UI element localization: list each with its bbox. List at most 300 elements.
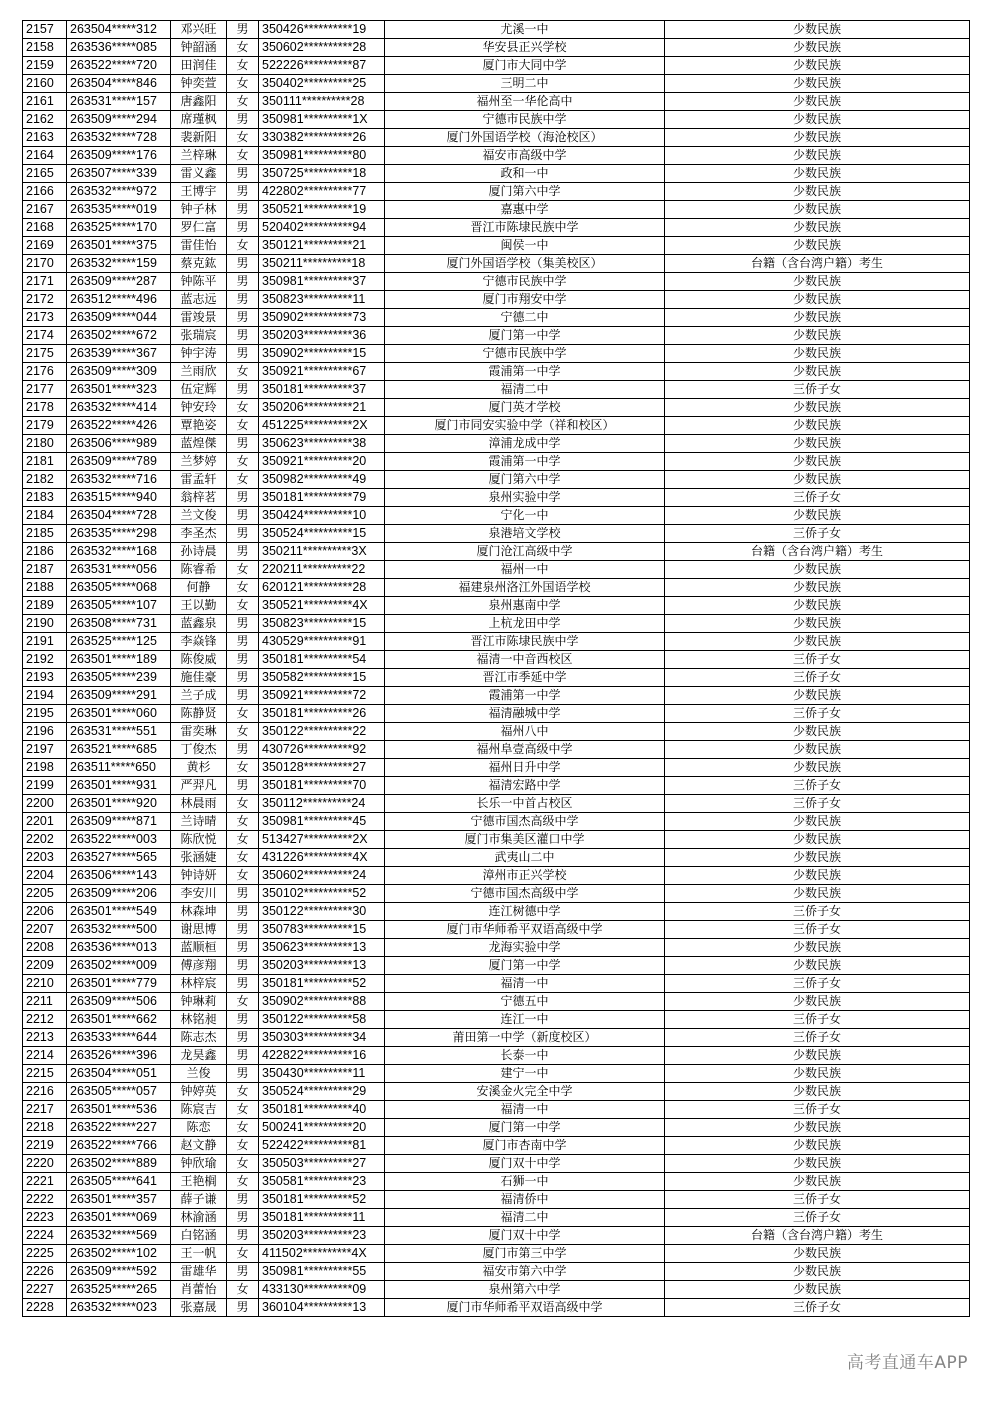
student-name-cell: 谢思博: [171, 921, 227, 939]
exam-number-cell: 263532*****168: [67, 543, 171, 561]
table-row: [23, 1155, 970, 1173]
student-name-cell: 林晨雨: [171, 795, 227, 813]
category-cell: 少数民族: [665, 399, 970, 417]
student-name-cell: 李焱锋: [171, 633, 227, 651]
gender-cell: 女: [227, 867, 259, 885]
category-cell: 少数民族: [665, 165, 970, 183]
row-number-cell: 2166: [23, 183, 67, 201]
exam-number-cell: 263531*****551: [67, 723, 171, 741]
student-name-cell: 唐鑫阳: [171, 93, 227, 111]
gender-cell: 男: [227, 615, 259, 633]
table-row: [23, 651, 970, 669]
gender-cell: 女: [227, 759, 259, 777]
exam-number-cell: 263525*****170: [67, 219, 171, 237]
category-cell: 少数民族: [665, 507, 970, 525]
row-number-cell: 2178: [23, 399, 67, 417]
row-number-cell: 2175: [23, 345, 67, 363]
exam-number-cell: 263532*****569: [67, 1227, 171, 1245]
id-number-cell: 350921**********67: [259, 363, 385, 381]
school-name-cell: 嘉惠中学: [385, 201, 665, 219]
school-name-cell: 福州日升中学: [385, 759, 665, 777]
school-name-cell: 厦门外国语学校（海沧校区）: [385, 129, 665, 147]
exam-number-cell: 263505*****641: [67, 1173, 171, 1191]
student-name-cell: 雷佳怡: [171, 237, 227, 255]
school-name-cell: 厦门沧江高级中学: [385, 543, 665, 561]
table-row: [23, 543, 970, 561]
table-row: [23, 687, 970, 705]
exam-number-cell: 263502*****672: [67, 327, 171, 345]
school-name-cell: 福清一中: [385, 1101, 665, 1119]
gender-cell: 男: [227, 489, 259, 507]
gender-cell: 男: [227, 1299, 259, 1317]
id-number-cell: 330382**********26: [259, 129, 385, 147]
student-name-cell: 钟欣瑜: [171, 1155, 227, 1173]
school-name-cell: 厦门第一中学: [385, 1119, 665, 1137]
gender-cell: 女: [227, 93, 259, 111]
table-row: [23, 507, 970, 525]
row-number-cell: 2177: [23, 381, 67, 399]
category-cell: 少数民族: [665, 759, 970, 777]
row-number-cell: 2215: [23, 1065, 67, 1083]
table-row: [23, 39, 970, 57]
table-row: [23, 1011, 970, 1029]
student-name-cell: 钟奕萱: [171, 75, 227, 93]
gender-cell: 男: [227, 633, 259, 651]
category-cell: 少数民族: [665, 111, 970, 129]
category-cell: 少数民族: [665, 1083, 970, 1101]
gender-cell: 女: [227, 597, 259, 615]
row-number-cell: 2194: [23, 687, 67, 705]
gender-cell: 男: [227, 543, 259, 561]
gender-cell: 男: [227, 1209, 259, 1227]
row-number-cell: 2192: [23, 651, 67, 669]
school-name-cell: 厦门市同安实验中学（祥和校区）: [385, 417, 665, 435]
gender-cell: 男: [227, 1065, 259, 1083]
student-name-cell: 丁俊杰: [171, 741, 227, 759]
row-number-cell: 2162: [23, 111, 67, 129]
id-number-cell: 350181**********79: [259, 489, 385, 507]
id-number-cell: 350206**********21: [259, 399, 385, 417]
category-cell: 三侨子女: [665, 1299, 970, 1317]
gender-cell: 男: [227, 345, 259, 363]
school-name-cell: 厦门第一中学: [385, 957, 665, 975]
exam-number-cell: 263535*****298: [67, 525, 171, 543]
exam-number-cell: 263509*****291: [67, 687, 171, 705]
student-name-cell: 钟子林: [171, 201, 227, 219]
exam-number-cell: 263509*****044: [67, 309, 171, 327]
school-name-cell: 宁德市国杰高级中学: [385, 885, 665, 903]
row-number-cell: 2167: [23, 201, 67, 219]
category-cell: 三侨子女: [665, 669, 970, 687]
id-number-cell: 513427**********2X: [259, 831, 385, 849]
category-cell: 少数民族: [665, 1155, 970, 1173]
student-name-cell: 李安川: [171, 885, 227, 903]
student-name-cell: 何静: [171, 579, 227, 597]
exam-number-cell: 263506*****143: [67, 867, 171, 885]
row-number-cell: 2199: [23, 777, 67, 795]
gender-cell: 男: [227, 957, 259, 975]
category-cell: 少数民族: [665, 867, 970, 885]
gender-cell: 女: [227, 417, 259, 435]
gender-cell: 女: [227, 993, 259, 1011]
student-name-cell: 林森坤: [171, 903, 227, 921]
gender-cell: 男: [227, 273, 259, 291]
id-number-cell: 350426**********19: [259, 21, 385, 39]
row-number-cell: 2226: [23, 1263, 67, 1281]
exam-number-cell: 263501*****779: [67, 975, 171, 993]
school-name-cell: 厦门双十中学: [385, 1155, 665, 1173]
table-row: [23, 111, 970, 129]
school-name-cell: 厦门市翔安中学: [385, 291, 665, 309]
gender-cell: 女: [227, 57, 259, 75]
id-number-cell: 220211**********22: [259, 561, 385, 579]
id-number-cell: 350430**********11: [259, 1065, 385, 1083]
category-cell: 少数民族: [665, 741, 970, 759]
category-cell: 少数民族: [665, 597, 970, 615]
exam-number-cell: 263532*****500: [67, 921, 171, 939]
table-row: [23, 1209, 970, 1227]
table-row: [23, 129, 970, 147]
category-cell: 少数民族: [665, 363, 970, 381]
school-name-cell: 霞浦第一中学: [385, 453, 665, 471]
table-row: [23, 1047, 970, 1065]
category-cell: 少数民族: [665, 21, 970, 39]
id-number-cell: 620121**********28: [259, 579, 385, 597]
exam-number-cell: 263501*****662: [67, 1011, 171, 1029]
category-cell: 少数民族: [665, 237, 970, 255]
row-number-cell: 2212: [23, 1011, 67, 1029]
category-cell: 少数民族: [665, 579, 970, 597]
school-name-cell: 三明二中: [385, 75, 665, 93]
category-cell: 少数民族: [665, 453, 970, 471]
row-number-cell: 2157: [23, 21, 67, 39]
category-cell: 少数民族: [665, 1119, 970, 1137]
student-name-cell: 裴新阳: [171, 129, 227, 147]
gender-cell: 男: [227, 327, 259, 345]
student-name-cell: 蓝煌傑: [171, 435, 227, 453]
category-cell: 三侨子女: [665, 1191, 970, 1209]
student-name-cell: 陈俊威: [171, 651, 227, 669]
category-cell: 少数民族: [665, 93, 970, 111]
school-name-cell: 闽侯一中: [385, 237, 665, 255]
row-number-cell: 2211: [23, 993, 67, 1011]
id-number-cell: 350111**********28: [259, 93, 385, 111]
table-row: [23, 1191, 970, 1209]
gender-cell: 女: [227, 1173, 259, 1191]
exam-number-cell: 263509*****592: [67, 1263, 171, 1281]
row-number-cell: 2185: [23, 525, 67, 543]
table-row: [23, 201, 970, 219]
gender-cell: 男: [227, 1029, 259, 1047]
student-name-cell: 林渝涵: [171, 1209, 227, 1227]
exam-number-cell: 263509*****206: [67, 885, 171, 903]
gender-cell: 女: [227, 1155, 259, 1173]
table-row: [23, 597, 970, 615]
table-row: [23, 705, 970, 723]
gender-cell: 男: [227, 903, 259, 921]
table-row: [23, 309, 970, 327]
row-number-cell: 2202: [23, 831, 67, 849]
school-name-cell: 福州至一华伦高中: [385, 93, 665, 111]
table-row: [23, 147, 970, 165]
table-row: [23, 849, 970, 867]
exam-number-cell: 263525*****125: [67, 633, 171, 651]
student-name-cell: 陈欣悦: [171, 831, 227, 849]
row-number-cell: 2193: [23, 669, 67, 687]
row-number-cell: 2204: [23, 867, 67, 885]
school-name-cell: 福安市高级中学: [385, 147, 665, 165]
category-cell: 台籍（含台湾户籍）考生: [665, 1227, 970, 1245]
category-cell: 少数民族: [665, 327, 970, 345]
student-name-cell: 陈恋: [171, 1119, 227, 1137]
row-number-cell: 2206: [23, 903, 67, 921]
id-number-cell: 350524**********15: [259, 525, 385, 543]
exam-number-cell: 263536*****013: [67, 939, 171, 957]
exam-number-cell: 263522*****720: [67, 57, 171, 75]
school-name-cell: 泉州实验中学: [385, 489, 665, 507]
category-cell: 三侨子女: [665, 903, 970, 921]
candidate-table: [22, 20, 970, 1317]
exam-number-cell: 263501*****323: [67, 381, 171, 399]
row-number-cell: 2196: [23, 723, 67, 741]
table-row: [23, 327, 970, 345]
school-name-cell: 石狮一中: [385, 1173, 665, 1191]
table-row: [23, 939, 970, 957]
school-name-cell: 连江树德中学: [385, 903, 665, 921]
exam-number-cell: 263501*****189: [67, 651, 171, 669]
row-number-cell: 2174: [23, 327, 67, 345]
row-number-cell: 2169: [23, 237, 67, 255]
student-name-cell: 张嘉晟: [171, 1299, 227, 1317]
id-number-cell: 350122**********30: [259, 903, 385, 921]
gender-cell: 男: [227, 309, 259, 327]
category-cell: 三侨子女: [665, 921, 970, 939]
gender-cell: 女: [227, 1083, 259, 1101]
school-name-cell: 厦门市集美区灌口中学: [385, 831, 665, 849]
row-number-cell: 2186: [23, 543, 67, 561]
exam-number-cell: 263505*****107: [67, 597, 171, 615]
exam-number-cell: 263502*****009: [67, 957, 171, 975]
school-name-cell: 长泰一中: [385, 1047, 665, 1065]
school-name-cell: 福州八中: [385, 723, 665, 741]
exam-number-cell: 263507*****339: [67, 165, 171, 183]
table-row: [23, 633, 970, 651]
row-number-cell: 2179: [23, 417, 67, 435]
table-row: [23, 975, 970, 993]
gender-cell: 女: [227, 1245, 259, 1263]
exam-number-cell: 263515*****940: [67, 489, 171, 507]
gender-cell: 女: [227, 1281, 259, 1299]
category-cell: 少数民族: [665, 615, 970, 633]
id-number-cell: 350181**********52: [259, 975, 385, 993]
row-number-cell: 2187: [23, 561, 67, 579]
row-number-cell: 2201: [23, 813, 67, 831]
school-name-cell: 福清侨中: [385, 1191, 665, 1209]
id-number-cell: 422802**********77: [259, 183, 385, 201]
gender-cell: 男: [227, 777, 259, 795]
category-cell: 少数民族: [665, 1281, 970, 1299]
id-number-cell: 350921**********20: [259, 453, 385, 471]
exam-number-cell: 263504*****312: [67, 21, 171, 39]
student-name-cell: 王博宇: [171, 183, 227, 201]
category-cell: 少数民族: [665, 561, 970, 579]
student-name-cell: 兰俊: [171, 1065, 227, 1083]
id-number-cell: 360104**********13: [259, 1299, 385, 1317]
school-name-cell: 厦门双十中学: [385, 1227, 665, 1245]
table-row: [23, 345, 970, 363]
category-cell: 少数民族: [665, 39, 970, 57]
student-name-cell: 钟安玲: [171, 399, 227, 417]
id-number-cell: 350581**********23: [259, 1173, 385, 1191]
row-number-cell: 2184: [23, 507, 67, 525]
row-number-cell: 2224: [23, 1227, 67, 1245]
row-number-cell: 2222: [23, 1191, 67, 1209]
id-number-cell: 500241**********20: [259, 1119, 385, 1137]
exam-number-cell: 263501*****920: [67, 795, 171, 813]
id-number-cell: 350521**********4X: [259, 597, 385, 615]
school-name-cell: 漳州市正兴学校: [385, 867, 665, 885]
gender-cell: 男: [227, 939, 259, 957]
category-cell: 三侨子女: [665, 1011, 970, 1029]
school-name-cell: 泉州惠南中学: [385, 597, 665, 615]
table-row: [23, 219, 970, 237]
gender-cell: 女: [227, 705, 259, 723]
gender-cell: 男: [227, 1191, 259, 1209]
student-name-cell: 蓝鑫泉: [171, 615, 227, 633]
category-cell: 少数民族: [665, 75, 970, 93]
row-number-cell: 2172: [23, 291, 67, 309]
id-number-cell: 451225**********2X: [259, 417, 385, 435]
exam-number-cell: 263501*****549: [67, 903, 171, 921]
table-row: [23, 273, 970, 291]
exam-number-cell: 263509*****789: [67, 453, 171, 471]
id-number-cell: 350181**********70: [259, 777, 385, 795]
gender-cell: 女: [227, 1137, 259, 1155]
gender-cell: 男: [227, 435, 259, 453]
student-name-cell: 黄杉: [171, 759, 227, 777]
table-row: [23, 723, 970, 741]
id-number-cell: 350823**********15: [259, 615, 385, 633]
school-name-cell: 宁德市民族中学: [385, 111, 665, 129]
row-number-cell: 2223: [23, 1209, 67, 1227]
school-name-cell: 建宁一中: [385, 1065, 665, 1083]
gender-cell: 男: [227, 219, 259, 237]
gender-cell: 女: [227, 237, 259, 255]
table-row: [23, 291, 970, 309]
school-name-cell: 厦门市大同中学: [385, 57, 665, 75]
student-name-cell: 雷义鑫: [171, 165, 227, 183]
exam-number-cell: 263501*****375: [67, 237, 171, 255]
category-cell: 台籍（含台湾户籍）考生: [665, 255, 970, 273]
row-number-cell: 2165: [23, 165, 67, 183]
category-cell: 少数民族: [665, 1065, 970, 1083]
exam-number-cell: 263504*****846: [67, 75, 171, 93]
student-name-cell: 田润佳: [171, 57, 227, 75]
table-row: [23, 1299, 970, 1317]
exam-number-cell: 263509*****871: [67, 813, 171, 831]
school-name-cell: 宁德五中: [385, 993, 665, 1011]
id-number-cell: 350981**********45: [259, 813, 385, 831]
exam-number-cell: 263531*****157: [67, 93, 171, 111]
row-number-cell: 2181: [23, 453, 67, 471]
id-number-cell: 350981**********37: [259, 273, 385, 291]
gender-cell: 男: [227, 669, 259, 687]
table-row: [23, 759, 970, 777]
category-cell: 少数民族: [665, 957, 970, 975]
school-name-cell: 厦门第六中学: [385, 471, 665, 489]
student-name-cell: 林梓宸: [171, 975, 227, 993]
id-number-cell: 350823**********11: [259, 291, 385, 309]
id-number-cell: 350122**********58: [259, 1011, 385, 1029]
student-name-cell: 兰诗晴: [171, 813, 227, 831]
id-number-cell: 350121**********21: [259, 237, 385, 255]
id-number-cell: 350402**********25: [259, 75, 385, 93]
table-row: [23, 57, 970, 75]
table-row: [23, 561, 970, 579]
row-number-cell: 2161: [23, 93, 67, 111]
id-number-cell: 350203**********13: [259, 957, 385, 975]
category-cell: 少数民族: [665, 147, 970, 165]
gender-cell: 男: [227, 651, 259, 669]
student-name-cell: 伍定辉: [171, 381, 227, 399]
school-name-cell: 漳浦龙成中学: [385, 435, 665, 453]
gender-cell: 男: [227, 687, 259, 705]
category-cell: 少数民族: [665, 183, 970, 201]
id-number-cell: 430726**********92: [259, 741, 385, 759]
id-number-cell: 350902**********88: [259, 993, 385, 1011]
row-number-cell: 2182: [23, 471, 67, 489]
exam-number-cell: 263532*****972: [67, 183, 171, 201]
gender-cell: 女: [227, 399, 259, 417]
id-number-cell: 350524**********29: [259, 1083, 385, 1101]
table-row: [23, 579, 970, 597]
category-cell: 少数民族: [665, 813, 970, 831]
row-number-cell: 2214: [23, 1047, 67, 1065]
category-cell: 少数民族: [665, 1173, 970, 1191]
gender-cell: 男: [227, 21, 259, 39]
id-number-cell: 350582**********15: [259, 669, 385, 687]
category-cell: 三侨子女: [665, 651, 970, 669]
student-name-cell: 龙昊鑫: [171, 1047, 227, 1065]
row-number-cell: 2220: [23, 1155, 67, 1173]
table-row: [23, 1227, 970, 1245]
id-number-cell: 350181**********37: [259, 381, 385, 399]
student-name-cell: 严羿凡: [171, 777, 227, 795]
gender-cell: 男: [227, 1011, 259, 1029]
id-number-cell: 422822**********16: [259, 1047, 385, 1065]
id-number-cell: 350102**********52: [259, 885, 385, 903]
category-cell: 少数民族: [665, 129, 970, 147]
category-cell: 三侨子女: [665, 777, 970, 795]
table-row: [23, 1263, 970, 1281]
table-row: [23, 921, 970, 939]
row-number-cell: 2158: [23, 39, 67, 57]
student-name-cell: 王以勤: [171, 597, 227, 615]
table-row: [23, 1065, 970, 1083]
school-name-cell: 长乐一中首占校区: [385, 795, 665, 813]
table-body: [23, 21, 970, 1317]
category-cell: 少数民族: [665, 1263, 970, 1281]
exam-number-cell: 263509*****176: [67, 147, 171, 165]
exam-number-cell: 263532*****023: [67, 1299, 171, 1317]
exam-number-cell: 263522*****003: [67, 831, 171, 849]
table-row: [23, 1083, 970, 1101]
row-number-cell: 2209: [23, 957, 67, 975]
id-number-cell: 350981**********80: [259, 147, 385, 165]
exam-number-cell: 263509*****294: [67, 111, 171, 129]
id-number-cell: 350122**********22: [259, 723, 385, 741]
student-name-cell: 雷孟轩: [171, 471, 227, 489]
